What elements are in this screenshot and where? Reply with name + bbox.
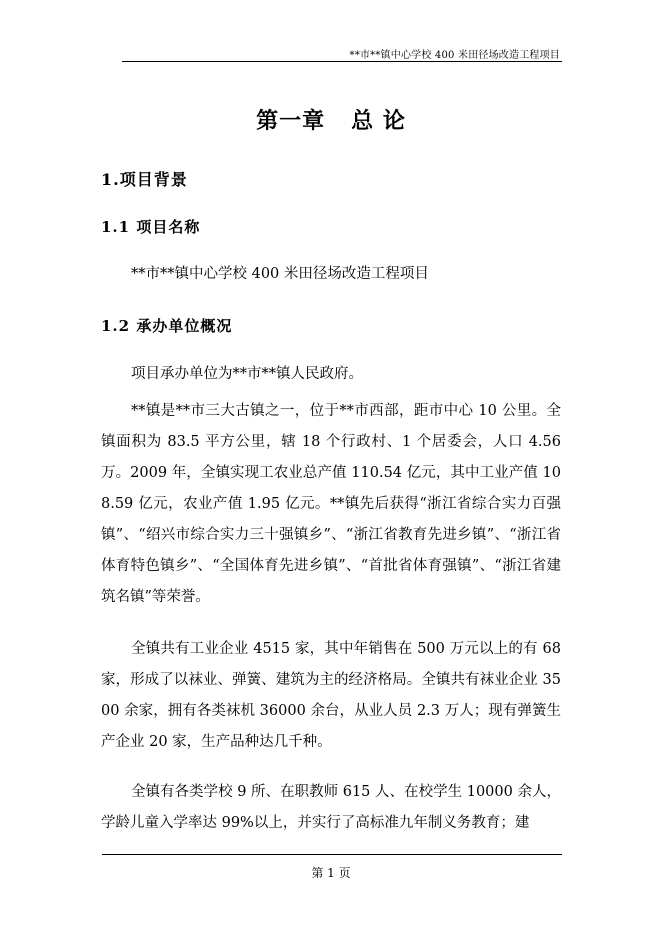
page-number: 第 1 页 — [311, 866, 351, 880]
running-header-title: **市**镇中心学校 400 米田径场改造工程项目 — [349, 50, 560, 61]
header-divider — [122, 61, 562, 62]
paragraph-organizer: 项目承办单位为**市**镇人民政府。 — [131, 366, 363, 382]
paragraph-education: 全镇有各类学校 9 所、在职教师 615 人、在校学生 10000 余人，学龄儿童入学率达 99%以上，并实行了高标准九年制义务教育；建 — [101, 784, 561, 831]
paragraph-industry: 全镇共有工业企业 4515 家，其中年销售在 500 万元以上的有 68 家，形成了以袜业、弹簧、建筑为主的经济格局。全镇共有袜业企业 3500 余家，拥有各类袜机 36000 余台，从业人员 2.3 万人；现有弹簧生产企业 20 家，生产品种达几千种。 — [101, 641, 561, 750]
footer-divider — [102, 854, 562, 855]
section-heading-project-background: 1.项目背景 — [101, 170, 188, 189]
section-heading-project-name: 1.1 项目名称 — [101, 218, 201, 236]
section-heading-organizer-overview: 1.2 承办单位概况 — [101, 317, 233, 335]
paragraph-town-overview: **镇是**市三大古镇之一，位于**市西部，距市中心 10 公里。全镇面积为 83.5 平方公里，辖 18 个行政村、1 个居委会，人口 4.56 万。2009 年，全镇实现工农业总产值 110.54 亿元，其中工业产值 108.59 亿元，农业产值 1.95 亿元。**镇先后获得“浙江省综合实力百强镇”、“绍兴市综合实力三十强镇乡”、“浙江省教育先进乡镇”、“浙江省体育特色镇乡”、“全国体育先进乡镇”、“首批省体育强镇”、“浙江省建筑名镇”等荣誉。 — [101, 403, 561, 605]
chapter-name: 总 论 — [351, 108, 406, 134]
project-name-text: **市**镇中心学校 400 米田径场改造工程项目 — [131, 266, 429, 282]
chapter-number: 第一章 — [256, 108, 326, 134]
chapter-title — [0, 104, 662, 135]
